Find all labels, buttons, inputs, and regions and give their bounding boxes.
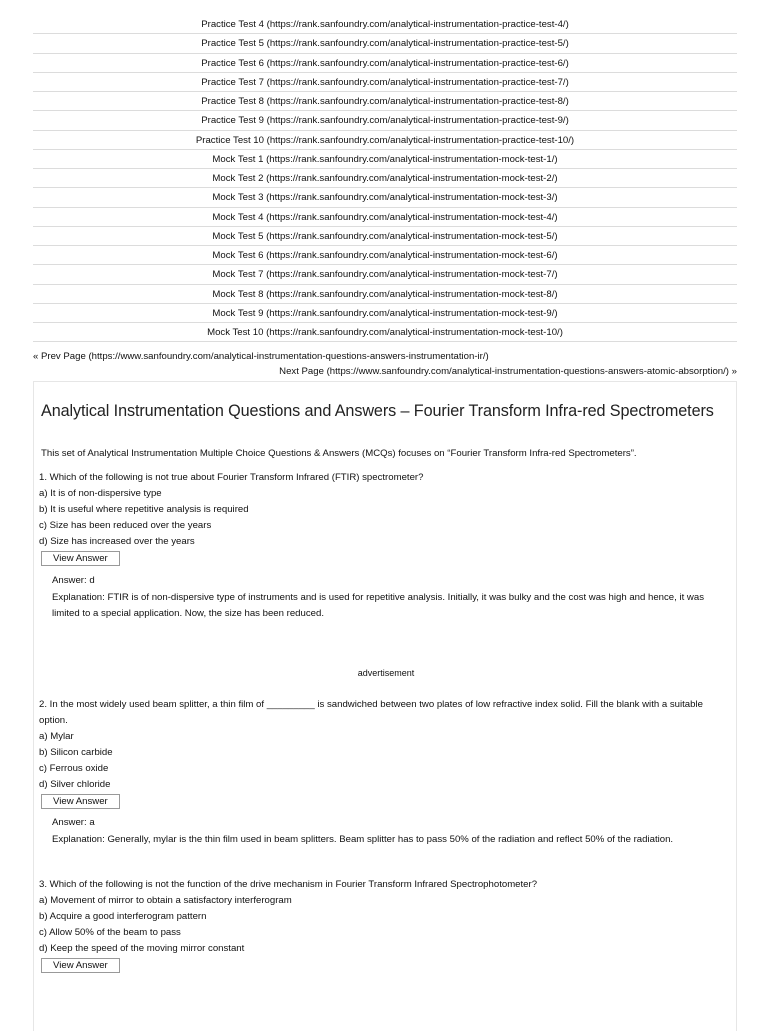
question-text: 1. Which of the following is not true about Fourier Transform Infrared (FTIR) spectrometer? (39, 472, 424, 483)
option-a: a) Mylar (39, 731, 74, 742)
question-text: 3. Which of the following is not the function of the drive mechanism in Fourier Transform Infrared Spectrophotometer? (39, 879, 538, 890)
test-link[interactable]: Practice Test 6 (https://rank.sanfoundry.com/analytical-instrumentation-practice-test-6/) (33, 54, 737, 73)
test-link[interactable]: Mock Test 3 (https://rank.sanfoundry.com/analytical-instrumentation-mock-test-3/) (33, 188, 737, 207)
test-link[interactable]: Practice Test 4 (https://rank.sanfoundry.com/analytical-instrumentation-practice-test-4/) (33, 15, 737, 34)
test-link[interactable]: Mock Test 6 (https://rank.sanfoundry.com/analytical-instrumentation-mock-test-6/) (33, 246, 737, 265)
view-answer-button[interactable]: View Answer (41, 551, 120, 566)
option-d: d) Size has increased over the years (39, 536, 195, 547)
question-2 (39, 697, 733, 810)
test-link[interactable]: Mock Test 7 (https://rank.sanfoundry.com/analytical-instrumentation-mock-test-7/) (33, 265, 737, 284)
option-c: c) Size has been reduced over the years (39, 520, 212, 531)
test-link[interactable]: Practice Test 5 (https://rank.sanfoundry.com/analytical-instrumentation-practice-test-5/) (33, 34, 737, 53)
article-title: Analytical Instrumentation Questions and Answers – Fourier Transform Infra-red Spectrometers (41, 402, 714, 420)
question-3 (39, 877, 733, 974)
explanation-text: Explanation: Generally, mylar is the thin film used in beam splitters. Beam splitter has to pass 50% of the radiation and reflect 50% of the radiation. (52, 833, 674, 845)
test-link[interactable]: Mock Test 9 (https://rank.sanfoundry.com/analytical-instrumentation-mock-test-9/) (33, 304, 737, 323)
article-intro: This set of Analytical Instrumentation Multiple Choice Questions & Answers (MCQs) focuses on “Fourier Transform Infra-red Spectrometers”. (41, 448, 637, 459)
option-d: d) Keep the speed of the moving mirror constant (39, 943, 245, 954)
option-c: c) Ferrous oxide (39, 763, 109, 774)
explanation-text: Explanation: FTIR is of non-dispersive type of instruments and is used for repetitive analysis. Initially, it was bulky and the cost was high and hence, it was limited to a special application. Now, the size has been reduced. (52, 591, 704, 619)
question-1 (39, 470, 733, 567)
question-text: 2. In the most widely used beam splitter, a thin film of _________ is sandwiched between two plates of low refractive index solid. Fill the blank with a suitable option. (39, 699, 703, 726)
answer-text: Answer: a (52, 817, 95, 828)
answer-block-1 (52, 573, 732, 623)
test-link[interactable]: Mock Test 1 (https://rank.sanfoundry.com/analytical-instrumentation-mock-test-1/) (33, 150, 737, 169)
test-link[interactable]: Mock Test 10 (https://rank.sanfoundry.com/analytical-instrumentation-mock-test-10/) (33, 323, 737, 342)
test-link[interactable]: Mock Test 5 (https://rank.sanfoundry.com/analytical-instrumentation-mock-test-5/) (33, 227, 737, 246)
article (33, 381, 737, 1031)
test-link[interactable]: Practice Test 10 (https://rank.sanfoundry.com/analytical-instrumentation-practice-test-10/) (33, 131, 737, 150)
view-answer-button[interactable]: View Answer (41, 794, 120, 809)
option-b: b) Acquire a good interferogram pattern (39, 911, 207, 922)
option-a: a) Movement of mirror to obtain a satisfactory interferogram (39, 895, 292, 906)
answer-block-2 (52, 815, 732, 848)
test-link[interactable]: Mock Test 2 (https://rank.sanfoundry.com/analytical-instrumentation-mock-test-2/) (33, 169, 737, 188)
next-page-link[interactable]: Next Page (https://www.sanfoundry.com/analytical-instrumentation-questions-answers-atomic-absorption/) » (279, 366, 737, 377)
test-link[interactable]: Mock Test 8 (https://rank.sanfoundry.com/analytical-instrumentation-mock-test-8/) (33, 285, 737, 304)
advertisement-label: advertisement (357, 668, 415, 678)
option-b: b) It is useful where repetitive analysis is required (39, 504, 249, 515)
option-a: a) It is of non-dispersive type (39, 488, 162, 499)
answer-text: Answer: d (52, 575, 95, 586)
test-links-table (33, 15, 737, 342)
option-c: c) Allow 50% of the beam to pass (39, 927, 181, 938)
test-link[interactable]: Mock Test 4 (https://rank.sanfoundry.com/analytical-instrumentation-mock-test-4/) (33, 208, 737, 227)
test-link[interactable]: Practice Test 7 (https://rank.sanfoundry.com/analytical-instrumentation-practice-test-7/) (33, 73, 737, 92)
view-answer-button[interactable]: View Answer (41, 958, 120, 973)
test-link[interactable]: Practice Test 8 (https://rank.sanfoundry.com/analytical-instrumentation-practice-test-8/) (33, 92, 737, 111)
option-d: d) Silver chloride (39, 779, 111, 790)
prev-page-link[interactable]: « Prev Page (https://www.sanfoundry.com/analytical-instrumentation-questions-answers-instrumentation-ir/) (33, 351, 489, 362)
option-b: b) Silicon carbide (39, 747, 113, 758)
test-link[interactable]: Practice Test 9 (https://rank.sanfoundry.com/analytical-instrumentation-practice-test-9/) (33, 111, 737, 130)
